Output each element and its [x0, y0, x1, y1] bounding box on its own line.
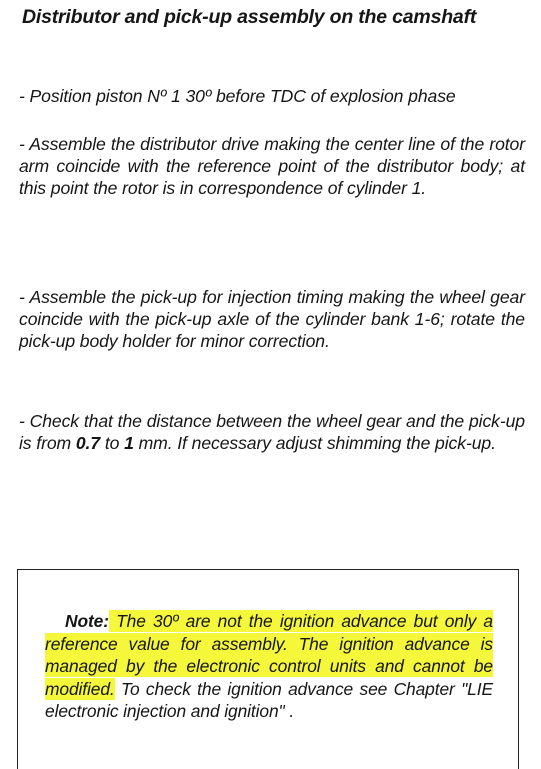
- page-title: Distributor and pick-up assembly on the camshaft: [22, 6, 477, 28]
- note-highlighted-text: The 30º are not the ignition advance but only a reference value for assembly. The ignition advance is managed by the electronic control units and cannot be modified.: [45, 611, 493, 699]
- step-check-distance-text-a: - Check that the distance between the wheel gear and the pick-up is from: [19, 411, 525, 453]
- note-label: Note:: [65, 611, 109, 631]
- step-assemble-distributor: - Assemble the distributor drive making the center line of the rotor arm coincide with the reference point of the distributor body; at this point the rotor is in correspondence of cylinder 1.: [19, 134, 525, 198]
- step-check-distance-text-b: to: [100, 433, 125, 453]
- step-check-distance-text-c: mm. If necessary adjust shimming the pick-up.: [133, 433, 496, 453]
- step-check-distance: [19, 410, 525, 454]
- step-position-piston: - Position piston Nº 1 30º before TDC of explosion phase: [19, 86, 456, 106]
- note-reference-text: To check the ignition advance see Chapter "LIE electronic injection and ignition" .: [45, 678, 493, 721]
- distance-max-value: 1: [124, 433, 134, 453]
- note-text: [45, 610, 493, 723]
- note-box: [17, 569, 519, 769]
- distance-min-value: 0.7: [75, 433, 101, 453]
- step-assemble-pickup: - Assemble the pick-up for injection timing making the wheel gear coincide with the pick-up axle of the cylinder bank 1-6; rotate the pick-up body holder for minor correction.: [19, 287, 525, 351]
